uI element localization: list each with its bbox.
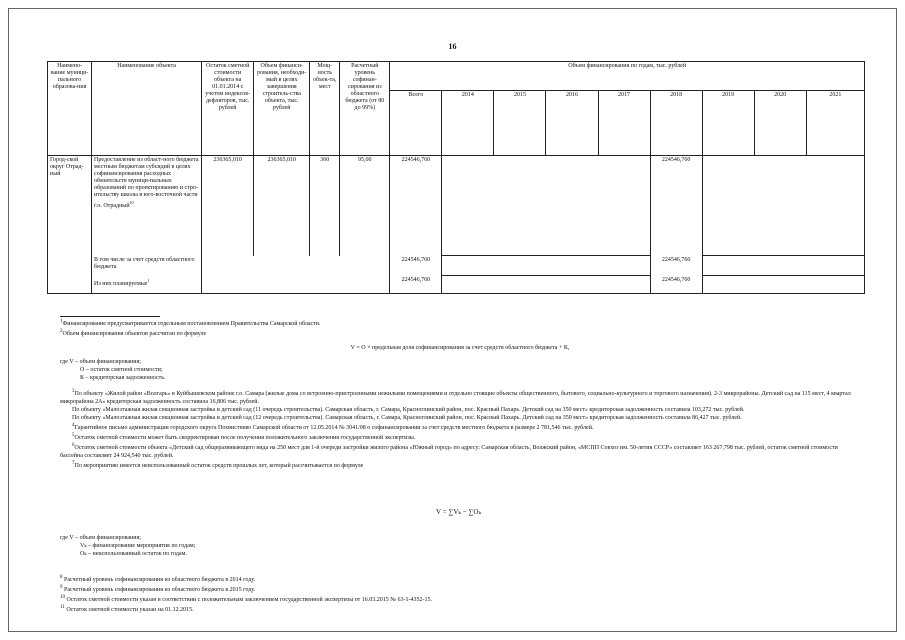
footnote-1: $^1$Финансирование предусматривается отдельным постановлением Правительства Самарской области.: [60, 319, 321, 327]
page-number: 16: [448, 42, 457, 51]
formula-2: V = ∑Vₖ − ∑Oₖ: [436, 508, 482, 516]
header-year-2019: 2019: [702, 91, 754, 156]
where-2-ok: Oₖ – неиспользованный остаток по годам.: [80, 551, 187, 557]
header-capacity: Мощ-ность объек-та, мест: [310, 62, 340, 156]
header-object-name: Наименование объекта: [92, 62, 202, 156]
cell-empty-years: [702, 276, 864, 294]
cell-municipality: Город-ской округ Отрад-ный: [48, 156, 92, 256]
where-2-block: [60, 534, 195, 558]
footnote-4: $^4$Гарантийное письмо администрации городского округа Похвистнево Самарской области от 12.05.2014 № 3041/08 о софинансировании за счет средств местного бюджета в размере 2 781,546 тыс. рублей.: [72, 423, 594, 431]
header-funding-volume: Объем финанси-рования, необходи-мый в целях завершения строитель-ства объекта, тыс. рублей: [254, 62, 310, 156]
cell-capacity: 360: [310, 156, 340, 256]
formula-1: V = О × предельная доля софинансирования за счет средств областного бюджета + К,: [350, 345, 570, 351]
footnote-5: $^5$Остаток сметной стоимости может быть скорректирован после получения положительного заключения государственной экспертизы.: [72, 433, 416, 441]
header-years-group: Объем финансирования по годам, тыс. рублей: [390, 62, 865, 91]
footnote-3b: По объекту «Малоэтажная жилая секционная застройка и детский сад (11 очередь строительства). Самарская область, г. Самара, Красноглинский район, пос. Красный Пахарь. Детский сад на 350 мест» кредиторская задолженность составила 103,272 тыс. рублей.: [72, 407, 745, 413]
footnote-text: Остаток сметной стоимости указан в соответствии с положительным заключением государственной экспертизы от 16.03.2015 № 63-1-4352-15.: [66, 597, 433, 603]
footnote-text: По мероприятию имеется неиспользованный остаток средств прошлых лет, который рассчитывается по формуле: [74, 463, 364, 469]
table-row: [48, 276, 865, 294]
cell-empty-years: [442, 276, 650, 294]
header-year-2014: 2014: [442, 91, 494, 156]
header-municipality: Наимено-вание муници-пального образова-ния: [48, 62, 92, 156]
header-year-2016: 2016: [546, 91, 598, 156]
table-row: [48, 256, 865, 276]
footnote-10: $^{10}$ Остаток сметной стоимости указан в соответствии с положительным заключением государственной экспертизы от 16.03.2015 № 63-1-4352-15.: [60, 595, 433, 603]
where-1: где V – объем финансирования;: [60, 359, 141, 365]
header-cofinancing: Расчетный уровень софинан-сирования из областного бюджета (от 80 до 99%): [340, 62, 390, 156]
footnote-text: Гарантийное письмо администрации городского округа Похвистнево Самарской области от 12.05.2014 № 3041/08 о софинансировании за счет средств местного бюджета в размере 2 781,546 тыс. рублей.: [74, 425, 594, 431]
footnotes: [60, 318, 860, 470]
cell-empty: [202, 256, 390, 276]
header-remaining-cost: Остаток сметной стоимости объекта на 01.01.2014 с учетом индексов-дефляторов, тыс. рублей: [202, 62, 254, 156]
header-year-2015: 2015: [494, 91, 546, 156]
cell-object-name: [92, 276, 202, 294]
footnote-text: Остаток сметной стоимости объекта «Детский сад общеразвивающего вида на 250 мест для 1-й очереди застройки жилого района «Южный город» по адресу: Самарская область, Волжский район, «МСПП Совхоз им. 50-летия СССР» составляет 163 267,798 тыс. рублей, остаток сметной стоимости бассейна составляет 24 924,540 тыс. рублей.: [60, 445, 838, 459]
footnotes-tail: [60, 574, 432, 614]
cell-2018: 224546,760: [650, 256, 702, 276]
table-row: [48, 156, 865, 256]
object-name-text: Предоставление из област-ного бюджета местным бюджетам субсидий в целях софинансирования расходных обязательств муници-пальных образований по проектированию и стро-ительству школы в юго-восточной части г.о. Отрадный: [94, 157, 199, 209]
header-year-2021: 2021: [806, 91, 864, 156]
cell-remaining-cost: 236365,010: [202, 156, 254, 256]
footnote-8: $^8$ Расчетный уровень софинансирования из областного бюджета в 2014 году.: [60, 575, 256, 583]
header-year-2020: 2020: [754, 91, 806, 156]
cell-empty-years: [702, 256, 864, 276]
cell-total: 224546,760: [390, 156, 442, 256]
financing-table: [47, 61, 865, 294]
footnote-3c: По объекту «Малоэтажная жилая секционная застройка и детский сад (12 очередь строительства). Самарская область, г. Самара, Красноглинский район, пос. Красный Пахарь. Детский сад на 350 мест» кредиторская задолженность составила 86,427 тыс. рублей.: [72, 415, 742, 421]
cell-empty-years: [442, 256, 650, 276]
object-name-text: Из них планируемые: [94, 280, 148, 287]
cell-empty: [48, 256, 92, 276]
cell-cofinancing: 95,00: [340, 156, 390, 256]
cell-2018: 224546,760: [650, 156, 702, 256]
footnote-text: Объем финансирования объектов рассчитан по формуле: [62, 331, 207, 337]
footnote-11: $^{11}$ Остаток сметной стоимости указан на 01.12.2015.: [60, 605, 194, 613]
header-year-2017: 2017: [598, 91, 650, 156]
footnote-text: Остаток сметной стоимости может быть скорректирован после получения положительного заключения государственной экспертизы.: [74, 435, 416, 441]
cell-object-name: [92, 156, 202, 256]
cell-empty-years: [702, 156, 864, 256]
footnote-2: $^2$Объем финансирования объектов рассчитан по формуле: [60, 329, 207, 337]
cell-empty: [48, 276, 92, 294]
cell-empty: [202, 276, 390, 294]
footnote-rule: [60, 316, 160, 317]
footnote-6: $^6$Остаток сметной стоимости объекта «Детский сад общеразвивающего вида на 250 мест для 1-й очереди застройки жилого района «Южный город» по адресу: Самарская область, Волжский район, «МСПП Совхоз им. 50-летия СССР» составляет 163 267,798 тыс. рублей, остаток сметной стоимости бассейна составляет 24 924,540 тыс. рублей.: [60, 443, 838, 459]
cell-total: 224546,760: [390, 276, 442, 294]
where-2-vk: Vₖ – финансирование мероприятия по годам;: [80, 543, 196, 549]
footnote-text: Расчетный уровень софинансирования из областного бюджета в 2015 году.: [64, 587, 256, 593]
cell-funding-volume: 236365,010: [254, 156, 310, 256]
footnote-text: Остаток сметной стоимости указан на 01.12.2015.: [66, 607, 194, 613]
where-1-o: О – остаток сметной стоимости;: [80, 367, 163, 373]
cell-object-name: В том числе за счет средств областного бюджета: [92, 256, 202, 276]
footnote-ref: 10: [129, 200, 134, 205]
cell-2018: 224546,760: [650, 276, 702, 294]
footnote-text: Финансирование предусматривается отдельным постановлением Правительства Самарской области.: [62, 321, 321, 327]
where-1-k: К – кредиторская задолженность.: [80, 375, 166, 381]
footnote-3a: $^3$По объекту «Жилой район «Волгарь» в Куйбышевском районе г.о. Самара (жилые дома со встроенно-пристроенными нежилыми помещениями и отдельно стоящие объекты общественного, бытового, социально-культурного и торгового назначения). 2-3 микрорайоны. Детский сад на 115 мест, 4 квартал микрорайона 2А» кредиторская задолженность составила 16,806 тыс. рублей.: [60, 389, 851, 405]
header-year-2018: 2018: [650, 91, 702, 156]
cell-total: 224546,760: [390, 256, 442, 276]
footnote-text: Расчетный уровень софинансирования из областного бюджета в 2014 году.: [64, 577, 256, 583]
footnote-9: $^9$ Расчетный уровень софинансирования из областного бюджета в 2015 году.: [60, 585, 256, 593]
cell-empty-years: [442, 156, 650, 256]
header-year-total: Всего: [390, 91, 442, 156]
footnote-7: $^7$По мероприятию имеется неиспользованный остаток средств прошлых лет, который рассчитывается по формуле: [72, 461, 364, 469]
footnote-text: По объекту «Жилой район «Волгарь» в Куйбышевском районе г.о. Самара (жилые дома со встроенно-пристроенными нежилыми помещениями и отдельно стоящие объекты общественного, бытового, социально-культурного и торгового назначения). 2-3 микрорайоны. Детский сад на 115 мест, 4 квартал микрорайона 2А» кредиторская задолженность составила 16,806 тыс. рублей.: [60, 391, 851, 405]
where-2: где V – объем финансирования;: [60, 535, 141, 541]
footnote-ref: 1: [147, 277, 150, 283]
